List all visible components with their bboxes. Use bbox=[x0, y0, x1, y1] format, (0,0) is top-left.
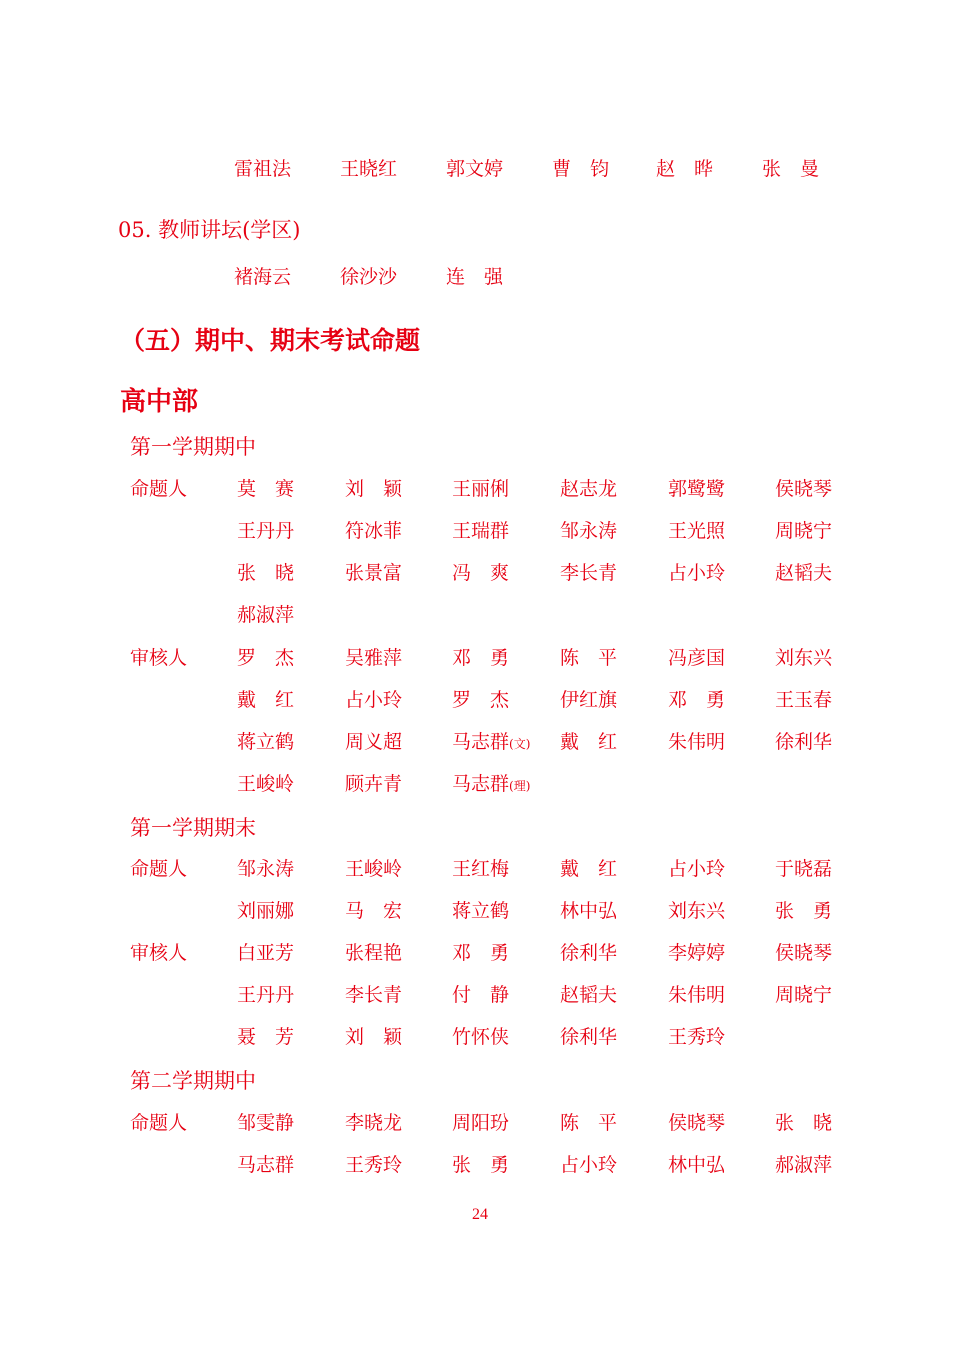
name-cell: 聂 芳 bbox=[237, 1026, 295, 1048]
name-cell: 吴雅萍 bbox=[345, 647, 403, 669]
name-cell: 戴 红 bbox=[237, 689, 295, 711]
name-row bbox=[0, 1020, 960, 1054]
name-cell: 马志群 bbox=[237, 1154, 295, 1176]
name-cell: 陈 平 bbox=[560, 647, 618, 669]
name-cell: 莫 赛 bbox=[237, 478, 295, 500]
name-cell: 竹怀侠 bbox=[452, 1026, 510, 1048]
name-cell: 邹雯静 bbox=[237, 1112, 295, 1134]
name-cell: 刘 颖 bbox=[345, 1026, 403, 1048]
name-row bbox=[0, 260, 960, 294]
name-cell: 赵韬夫 bbox=[560, 984, 618, 1006]
name-cell: 张景富 bbox=[345, 562, 403, 584]
name-cell: 王丹丹 bbox=[237, 520, 295, 542]
name-cell: 马 宏 bbox=[345, 900, 403, 922]
name-cell: 朱伟明 bbox=[668, 984, 726, 1006]
name-row bbox=[0, 556, 960, 590]
name-cell: 符冰菲 bbox=[345, 520, 403, 542]
name-row bbox=[0, 894, 960, 928]
term-title: 第一学期期末 bbox=[130, 816, 256, 840]
name-row bbox=[0, 1106, 960, 1140]
name-cell: 邓 勇 bbox=[452, 647, 510, 669]
name-cell: 戴 红 bbox=[560, 858, 618, 880]
name-row bbox=[0, 683, 960, 717]
name-cell: 王红梅 bbox=[452, 858, 510, 880]
name-cell: 周晓宁 bbox=[775, 984, 833, 1006]
role-label: 命题人 bbox=[130, 478, 188, 500]
name-cell: 顾卉青 bbox=[345, 773, 403, 795]
role-label: 审核人 bbox=[130, 647, 188, 669]
name-row bbox=[0, 767, 960, 801]
name-text: 马志群 bbox=[452, 773, 510, 795]
name-cell: 周晓宁 bbox=[775, 520, 833, 542]
name-cell: 林中弘 bbox=[560, 900, 618, 922]
subject-tag: (理) bbox=[509, 779, 531, 793]
name-cell: 曹 钧 bbox=[552, 158, 610, 180]
name-row bbox=[0, 936, 960, 970]
name-cell: 李长青 bbox=[345, 984, 403, 1006]
name-cell: 陈 平 bbox=[560, 1112, 618, 1134]
name-cell: 侯晓琴 bbox=[775, 478, 833, 500]
name-cell: 徐利华 bbox=[560, 1026, 618, 1048]
name-cell: 冯彦国 bbox=[668, 647, 726, 669]
name-cell: 占小玲 bbox=[345, 689, 403, 711]
name-cell: 徐利华 bbox=[560, 942, 618, 964]
name-row bbox=[0, 152, 960, 186]
name-cell: 赵志龙 bbox=[560, 478, 618, 500]
name-cell: 郭鹭鹭 bbox=[668, 478, 726, 500]
name-cell: 徐沙沙 bbox=[340, 266, 398, 288]
part-title: 高中部 bbox=[120, 387, 199, 417]
role-label: 审核人 bbox=[130, 942, 188, 964]
name-cell: 王丹丹 bbox=[237, 984, 295, 1006]
name-cell: 连 强 bbox=[446, 266, 504, 288]
name-row bbox=[0, 514, 960, 548]
name-cell: 付 静 bbox=[452, 984, 510, 1006]
term-title: 第二学期期中 bbox=[130, 1069, 256, 1093]
name-cell: 雷祖法 bbox=[234, 158, 292, 180]
name-cell: 伊红旗 bbox=[560, 689, 618, 711]
name-cell: 占小玲 bbox=[668, 562, 726, 584]
name-cell: 刘东兴 bbox=[668, 900, 726, 922]
name-cell-tagged bbox=[452, 725, 530, 761]
name-cell: 张程艳 bbox=[345, 942, 403, 964]
name-cell-tagged bbox=[452, 767, 530, 803]
name-cell: 郝淑萍 bbox=[237, 604, 295, 626]
subject-tag: (文) bbox=[509, 737, 531, 751]
name-cell: 王晓红 bbox=[340, 158, 398, 180]
name-cell: 占小玲 bbox=[560, 1154, 618, 1176]
name-cell: 林中弘 bbox=[668, 1154, 726, 1176]
name-cell: 李晓龙 bbox=[345, 1112, 403, 1134]
name-cell: 冯 爽 bbox=[452, 562, 510, 584]
name-cell: 蒋立鹤 bbox=[237, 731, 295, 753]
name-row bbox=[0, 472, 960, 506]
name-cell: 张 晓 bbox=[775, 1112, 833, 1134]
name-row bbox=[0, 1148, 960, 1182]
name-cell: 张 勇 bbox=[775, 900, 833, 922]
name-text: 马志群 bbox=[452, 731, 510, 753]
section-title: （五）期中、期末考试命题 bbox=[120, 326, 421, 355]
name-cell: 罗 杰 bbox=[452, 689, 510, 711]
name-cell: 王光照 bbox=[668, 520, 726, 542]
name-cell: 于晓磊 bbox=[775, 858, 833, 880]
name-cell: 郭文婷 bbox=[446, 158, 504, 180]
name-cell: 侯晓琴 bbox=[668, 1112, 726, 1134]
role-label: 命题人 bbox=[130, 1112, 188, 1134]
name-cell: 周阳玢 bbox=[452, 1112, 510, 1134]
talk-heading: 05. 教师讲坛(学区) bbox=[118, 218, 301, 242]
name-cell: 褚海云 bbox=[234, 266, 292, 288]
name-cell: 邹永涛 bbox=[560, 520, 618, 542]
name-row bbox=[0, 641, 960, 675]
role-label: 命题人 bbox=[130, 858, 188, 880]
name-cell: 邓 勇 bbox=[668, 689, 726, 711]
name-cell: 占小玲 bbox=[668, 858, 726, 880]
name-row bbox=[0, 598, 960, 632]
name-cell: 戴 红 bbox=[560, 731, 618, 753]
name-cell: 蒋立鹤 bbox=[452, 900, 510, 922]
name-cell: 王秀玲 bbox=[668, 1026, 726, 1048]
name-cell: 王峻岭 bbox=[237, 773, 295, 795]
name-cell: 张 晓 bbox=[237, 562, 295, 584]
name-cell: 李婷婷 bbox=[668, 942, 726, 964]
name-cell: 刘丽娜 bbox=[237, 900, 295, 922]
name-cell: 白亚芳 bbox=[237, 942, 295, 964]
name-cell: 王瑞群 bbox=[452, 520, 510, 542]
name-cell: 罗 杰 bbox=[237, 647, 295, 669]
name-cell: 王峻岭 bbox=[345, 858, 403, 880]
page-number: 24 bbox=[472, 1206, 488, 1223]
name-row bbox=[0, 852, 960, 886]
name-cell: 王秀玲 bbox=[345, 1154, 403, 1176]
name-cell: 邹永涛 bbox=[237, 858, 295, 880]
name-row bbox=[0, 978, 960, 1012]
name-cell: 刘东兴 bbox=[775, 647, 833, 669]
name-row bbox=[0, 725, 960, 759]
name-cell: 王丽俐 bbox=[452, 478, 510, 500]
name-cell: 赵 晔 bbox=[656, 158, 714, 180]
name-cell: 徐利华 bbox=[775, 731, 833, 753]
name-cell: 王玉春 bbox=[775, 689, 833, 711]
name-cell: 赵韬夫 bbox=[775, 562, 833, 584]
name-cell: 侯晓琴 bbox=[775, 942, 833, 964]
name-cell: 郝淑萍 bbox=[775, 1154, 833, 1176]
term-title: 第一学期期中 bbox=[130, 435, 256, 459]
name-cell: 朱伟明 bbox=[668, 731, 726, 753]
name-cell: 周义超 bbox=[345, 731, 403, 753]
name-cell: 刘 颖 bbox=[345, 478, 403, 500]
name-cell: 张 勇 bbox=[452, 1154, 510, 1176]
name-cell: 张 曼 bbox=[762, 158, 820, 180]
name-cell: 李长青 bbox=[560, 562, 618, 584]
name-cell: 邓 勇 bbox=[452, 942, 510, 964]
